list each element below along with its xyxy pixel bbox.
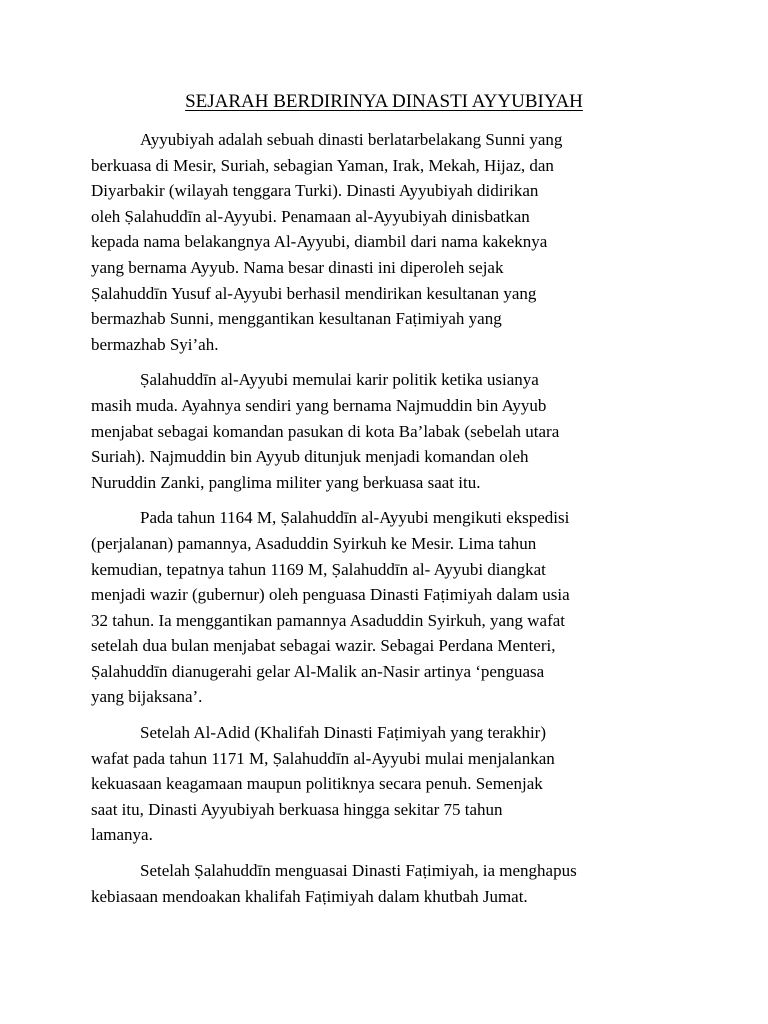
paragraph-3 xyxy=(91,505,681,710)
text-line: masih muda. Ayahnya sendiri yang bernama Najmuddin bin Ayyub xyxy=(91,395,547,415)
text-line: Setelah Ṣalahuddīn menguasai Dinasti Faṭimiyah, ia menghapus xyxy=(140,861,577,881)
text-line: kemudian, tepatnya tahun 1169 M, Ṣalahuddīn al- Ayyubi diangkat xyxy=(91,559,546,579)
text-line: Ayyubiyah adalah sebuah dinasti berlatarbelakang Sunni yang xyxy=(140,130,563,149)
text-line: Nuruddin Zanki, panglima militer yang berkuasa saat itu. xyxy=(91,472,481,492)
text-line: kekuasaan keagamaan maupun politiknya secara penuh. Semenjak xyxy=(91,774,543,794)
document-title: SEJARAH BERDIRINYA DINASTI AYYUBIYAH xyxy=(185,91,583,112)
text-line: menjabat sebagai komandan pasukan di kota Ba’labak (sebelah utara xyxy=(91,421,560,441)
text-line: 32 tahun. Ia menggantikan pamannya Asaduddin Syirkuh, yang wafat xyxy=(91,610,565,630)
text-line: yang bernama Ayyub. Nama besar dinasti ini diperoleh sejak xyxy=(91,257,504,277)
text-line: menjadi wazir (gubernur) oleh penguasa Dinasti Faṭimiyah dalam usia xyxy=(91,585,570,605)
text-line: lamanya. xyxy=(91,825,153,845)
paragraph-1 xyxy=(91,127,681,357)
text-line: bermazhab Sunni, menggantikan kesultanan Faṭimiyah yang xyxy=(91,309,502,329)
text-line: bermazhab Syi’ah. xyxy=(91,334,219,354)
text-line: Setelah Al-Adid (Khalifah Dinasti Faṭimiyah yang terakhir) xyxy=(140,723,547,743)
text-line: yang bijaksana’. xyxy=(91,687,203,707)
text-line: wafat pada tahun 1171 M, Ṣalahuddīn al-Ayyubi mulai menjalankan xyxy=(91,748,555,768)
text-line: oleh Ṣalahuddīn al-Ayyubi. Penamaan al-Ayyubiyah dinisbatkan xyxy=(91,206,530,226)
document-body xyxy=(91,127,681,919)
paragraph-5 xyxy=(91,858,681,909)
paragraph-4 xyxy=(91,720,681,848)
text-line: setelah dua bulan menjabat sebagai wazir. Sebagai Perdana Menteri, xyxy=(91,636,556,656)
text-line: Suriah). Najmuddin bin Ayyub ditunjuk menjadi komandan oleh xyxy=(91,447,529,467)
text-line: Ṣalahuddīn al-Ayyubi memulai karir politik ketika usianya xyxy=(140,370,539,390)
text-line: berkuasa di Mesir, Suriah, sebagian Yaman, Irak, Mekah, Hijaz, dan xyxy=(91,155,554,175)
text-line: Ṣalahuddīn dianugerahi gelar Al-Malik an-Nasir artinya ‘penguasa xyxy=(91,661,545,681)
text-line: saat itu, Dinasti Ayyubiyah berkuasa hingga sekitar 75 tahun xyxy=(91,799,503,819)
text-line: (perjalanan) pamannya, Asaduddin Syirkuh ke Mesir. Lima tahun xyxy=(91,533,537,553)
text-line: kepada nama belakangnya Al-Ayyubi, diambil dari nama kakeknya xyxy=(91,232,548,252)
paragraph-2 xyxy=(91,367,681,495)
text-line: Ṣalahuddīn Yusuf al-Ayyubi berhasil mendirikan kesultanan yang xyxy=(91,283,537,303)
text-line: Diyarbakir (wilayah tenggara Turki). Dinasti Ayyubiyah didirikan xyxy=(91,181,539,201)
text-line: Pada tahun 1164 M, Ṣalahuddīn al-Ayyubi mengikuti ekspedisi xyxy=(140,508,570,528)
text-line: kebiasaan mendoakan khalifah Faṭimiyah dalam khutbah Jumat. xyxy=(91,886,528,906)
